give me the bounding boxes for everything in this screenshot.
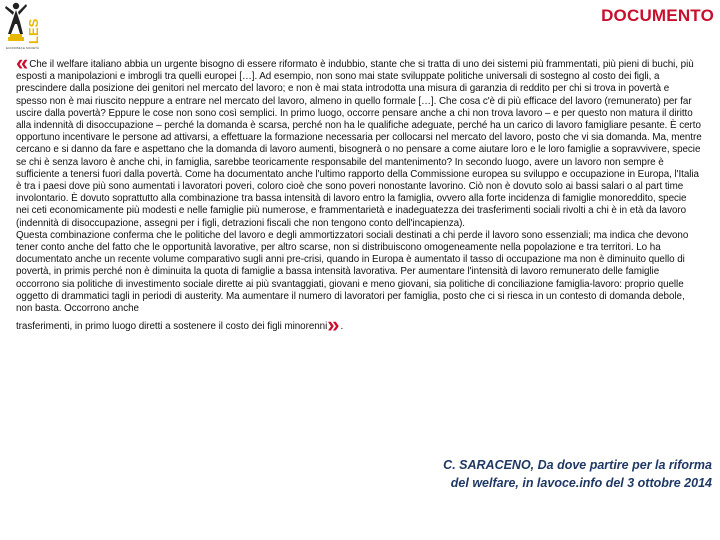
les-logo xyxy=(2,0,48,56)
quote-paragraph-2 xyxy=(16,230,702,315)
logo-text: LES xyxy=(26,18,41,44)
quote-paragraph-3 xyxy=(16,312,702,338)
citation: C. SARACENO, Da dove partire per la riforma del welfare, in lavoce.info del 3 ottobre 2014 xyxy=(443,458,712,490)
paragraph-text: Che il welfare italiano abbia un urgente bisogno di essere riformato è indubbio, stante che si tratta di uno dei sistemi più frammentati, più pieni di buchi, più esposti a manipolazioni e imbrogli tra quelli europei […]. Ad esempio, non sono mai state sviluppate politiche universali di sostegno al costo dei figli, a prescindere dalla posizione dei genitori nel mercato del lavoro; e non è mai stata introdotta una misura di garanzia di reddito per chi si trova in povertà e spesso non è mai riuscito neppure a entrare nel mercato del lavoro, almeno in quello formale […]. Che cosa c'è di più efficace del lavoro (remunerato) per far uscire dalla povertà? Eppure le cose non sono così semplici. In primo luogo, occorre pensare anche a chi non trova lavoro – e per questo non matura il diritto alla indennità di disoccupazione – perché la domanda è scarsa, perché non ha le qualifiche adeguate, perché ha un carico di lavoro famigliare pesante. È certo opportuno incentivare le persone ad attivarsi, a effettuare la formazione necessaria per collocarsi nel mercato del lavoro, posto che vi sia domanda. Ma, mentre cercano e si danno da fare e aspettano che la domanda di lavoro aumenti, bisognerà o no pensare a come aiutare loro e le loro famiglie a sopravvivere, specie se chi è senza lavoro è anche chi, in famiglia, sarebbe teoricamente responsabile del mantenimento? In secondo luogo, avere un lavoro non sempre è sufficiente a tenersi fuori dalla povertà. Come ha documentato anche l'ultimo rapporto della Commissione europea su sviluppo e occupazione in Europa, l'Italia è tra i paesi dove più sono aumentati i lavoratori poveri, coloro cioè che sono poveri nonostante lavorino. Ciò non è dovuto solo ai bassi salari o al part time involontario. È dovuto soprattutto alla combinazione tra bassa intensità di lavoro entro la famiglia, ovvero alla forte incidenza di famiglie monoreddito, specie nei ceti economicamente più modesti e nelle famiglie più numerose, e frammentarietà e inadeguatezza dei trasferimenti sociali rivolti a chi è in età da lavoro (indennità di disoccupazione, assegni per i figli, detrazioni fiscali che non tengono conto dell'incapienza). xyxy=(16,59,702,229)
end-punctuation: . xyxy=(340,321,344,333)
close-quote-mark: » xyxy=(327,312,340,338)
page-title: DOCUMENTO xyxy=(601,6,714,25)
paragraph-text: Questa combinazione conferma che le politiche del lavoro e degli ammortizzatori sociali destinati a chi perde il lavoro sono essenziali; ma indica che devono tener conto anche del fatto che le opportunità lavorative, per altro scarse, non si distribuiscono omogeneamente nella popolazione e tra territori. Lo ha documentato anche un recente volume comparativo sugli anni pre-crisi, quando in Europa è aumentato il tasso di occupazione ma non è diminuito quello di povertà, in primis perché non è diminuita la quota di famiglie a bassa intensità lavorativa. Per aumentare l'intensità di lavoro remunerato delle famiglie occorrono sia politiche di investimento sociale dirette ai più svantaggiati, giovani e meno giovani, sia politiche di conciliazione famiglia-lavoro: proprio quelle oggetto di drammatici tagli in periodi di austerity. Ma aumentare il numero di lavoratori per famiglia, posto che ci si riesca in un contesto di domanda debole, non basta. Occorrono anche xyxy=(16,229,689,315)
open-quote-mark: « xyxy=(16,50,29,75)
paragraph-text: trasferimenti, in primo luogo diretti a sostenere il costo dei figli minorenni xyxy=(16,321,328,333)
logo-label: ECONOMIA E SOCIETÀ xyxy=(6,46,40,50)
quote-body xyxy=(16,50,702,338)
quote-paragraph-1 xyxy=(16,50,702,230)
